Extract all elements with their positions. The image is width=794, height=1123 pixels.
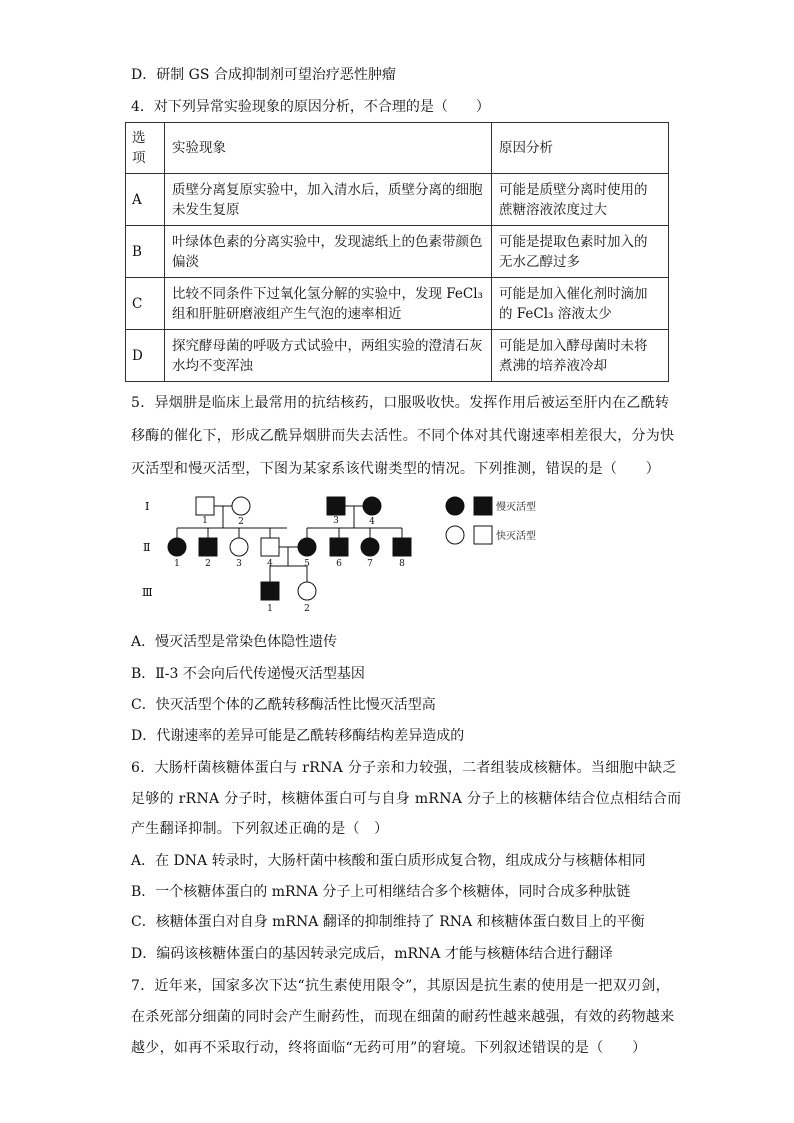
legend-fast-label: 快灭活型	[496, 531, 536, 542]
row-phenomenon	[165, 226, 492, 278]
q4-table	[125, 122, 669, 382]
q5-option-c: C．快灭活型个体的乙酰转移酶活性比慢灭活型高	[131, 697, 436, 713]
gen3-number: 2	[304, 604, 310, 614]
pedigree-chart	[140, 488, 560, 618]
gen2-male-4	[261, 538, 279, 556]
text: 水均不变浑浊	[172, 357, 253, 374]
row-option: D	[126, 330, 165, 382]
q6-stem-line: 产生翻译抑制。下列叙述正确的是（ ）	[131, 821, 389, 837]
gen1-number: 2	[238, 517, 244, 527]
gen2-female-5	[298, 538, 316, 556]
generation-label-1: Ⅰ	[145, 500, 150, 513]
q6-stem-line: 足够的 rRNA 分子时，核糖体蛋白可与自身 mRNA 分子上的核糖体结合位点相结合而	[131, 791, 682, 807]
header-cause: 原因分析	[492, 123, 669, 174]
gen2-female-7	[361, 538, 379, 556]
legend-slow-label: 慢灭活型	[496, 502, 536, 513]
q6-stem-line: 6．大肠杆菌核糖体蛋白与 rRNA 分子亲和力较强，二者组装成核糖体。当细胞中缺乏	[131, 760, 677, 776]
gen2-male-6	[330, 538, 348, 556]
text: 无水乙醇过多	[499, 253, 580, 270]
row-cause	[492, 330, 669, 382]
q5-option-b: B．Ⅱ-3 不会向后代传递慢灭活型基因	[131, 666, 365, 682]
q6-option-d: D．编码该核糖体蛋白的基因转录完成后，mRNA 才能与核糖体结合进行翻译	[131, 946, 613, 962]
gen2-number: 3	[236, 559, 242, 569]
row-option: A	[126, 174, 165, 226]
header-option	[126, 123, 165, 174]
text: 未发生复原	[172, 201, 240, 218]
row-option: B	[126, 226, 165, 278]
table-header-row	[126, 123, 669, 174]
header-option-text: 选项	[132, 130, 146, 166]
gen2-female-3	[230, 538, 248, 556]
q6-option-b: B．一个核糖体蛋白的 mRNA 分子上可相继结合多个核糖体，同时合成多种肽链	[131, 884, 631, 900]
text: 煮沸的培养液冷却	[499, 357, 607, 374]
text: 可能是提取色素时加入的	[499, 233, 648, 250]
q4-stem: 4．对下列异常实验现象的原因分析，不合理的是（ ）	[131, 99, 490, 115]
legend-slow-circle	[446, 497, 464, 515]
text: 探究酵母菌的呼吸方式试验中，两组实验的澄清石灰	[172, 337, 483, 354]
generation-label-2: Ⅱ	[143, 541, 151, 554]
text: 组和肝脏研磨液组产生气泡的速率相近	[172, 305, 402, 322]
table-row	[126, 278, 669, 330]
q7-stem-line: 越少，如再不采取行动，终将面临“无药可用”的窘境。下列叙述错误的是（ ）	[131, 1040, 647, 1056]
header-phenomenon: 实验现象	[165, 123, 492, 174]
text: 可能是加入催化剂时滴加	[499, 285, 648, 302]
gen1-male-3	[327, 497, 345, 515]
text: 蔗糖溶液浓度过大	[499, 201, 607, 218]
text: 偏淡	[172, 253, 199, 270]
gen3-male-1	[261, 582, 279, 600]
row-cause	[492, 174, 669, 226]
row-phenomenon	[165, 278, 492, 330]
text: 的 FeCl₃ 溶液太少	[499, 305, 612, 322]
gen1-female-2	[232, 497, 250, 515]
row-phenomenon	[165, 174, 492, 226]
gen2-number: 6	[336, 559, 342, 569]
gen2-number: 2	[205, 559, 211, 569]
gen2-number: 7	[367, 559, 373, 569]
gen2-number: 4	[267, 559, 273, 569]
gen3-female-2	[298, 582, 316, 600]
gen1-male-1	[196, 497, 214, 515]
q5-stem-line: 灭活型和慢灭活型，下图为某家系该代谢类型的情况。下列推测，错误的是（ ）	[131, 461, 661, 477]
text: 质壁分离复原实验中，加入清水后，质壁分离的细胞	[172, 181, 483, 198]
q5-option-d: D．代谢速率的差异可能是乙酰转移酶结构差异造成的	[131, 728, 465, 744]
q5-stem-line: 5．异烟肼是临床上最常用的抗结核药，口服吸收快。发挥作用后被运至肝内在乙酰转	[131, 395, 670, 411]
gen3-number: 1	[267, 604, 273, 614]
gen1-female-4	[363, 497, 381, 515]
table-row	[126, 226, 669, 278]
legend-slow-square	[474, 497, 492, 515]
q7-stem-line: 在杀死部分细菌的同时会产生耐药性，而现在细菌的耐药性越来越强，有效的药物越来	[131, 1009, 675, 1025]
gen2-male-2	[199, 538, 217, 556]
q6-option-a: A．在 DNA 转录时，大肠杆菌中核酸和蛋白质形成复合物，组成成分与核糖体相同	[131, 853, 646, 869]
gen2-female-1	[168, 538, 186, 556]
gen2-number: 1	[174, 559, 180, 569]
table-row	[126, 174, 669, 226]
gen2-number: 5	[304, 559, 310, 569]
gen2-male-8	[393, 538, 411, 556]
row-cause	[492, 226, 669, 278]
q5-stem-line: 移酶的催化下，形成乙酰异烟肼而失去活性。不同个体对其代谢速率相差很大，分为快	[131, 428, 675, 444]
text: 可能是质壁分离时使用的	[499, 181, 648, 198]
table-row	[126, 330, 669, 382]
row-phenomenon	[165, 330, 492, 382]
q6-option-c: C．核糖体蛋白对自身 mRNA 翻译的抑制维持了 RNA 和核糖体蛋白数目上的平衡	[131, 914, 645, 930]
text: 可能是加入酵母菌时未将	[499, 337, 648, 354]
gen1-number: 1	[202, 516, 208, 526]
legend-fast-square	[474, 526, 492, 544]
legend-fast-circle	[446, 526, 464, 544]
gen2-number: 8	[399, 559, 405, 569]
q5-option-a: A．慢灭活型是常染色体隐性遗传	[131, 634, 338, 650]
q3-option-d: D．研制 GS 合成抑制剂可望治疗恶性肿瘤	[131, 67, 396, 83]
row-option: C	[126, 278, 165, 330]
gen1-number: 4	[369, 517, 375, 527]
row-cause	[492, 278, 669, 330]
text: 叶绿体色素的分离实验中，发现滤纸上的色素带颜色	[172, 233, 483, 250]
q7-stem-line: 7．近年来，国家多次下达“抗生素使用限令”，其原因是抗生素的使用是一把双刃剑，	[131, 978, 670, 994]
gen1-number: 3	[333, 516, 339, 526]
text: 比较不同条件下过氧化氢分解的实验中，发现 FeCl₃	[172, 285, 483, 302]
generation-label-3: Ⅲ	[142, 586, 153, 599]
